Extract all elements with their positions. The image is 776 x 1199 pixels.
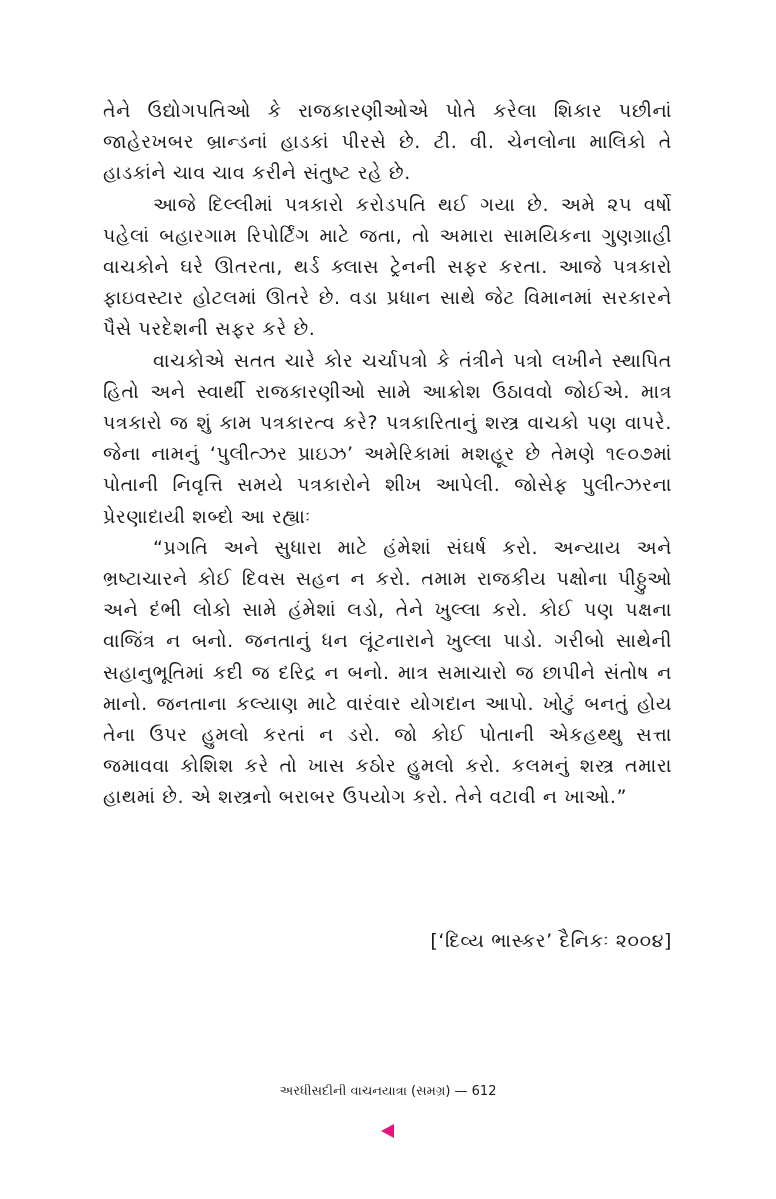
paragraph-readers-role: વાચકોએ સતત ચારે કોર ચર્ચાપત્રો કે તંત્રીને પત્રો લખીને સ્થાપિત હિતો અને સ્વાર્થી રાજકારણીઓ સામે આક્રોશ ઉઠાવવો જોઈએ. માત્ર પત્રકારો જ શું કામ પત્રકારત્વ કરે? પત્રકારિતાનું શસ્ત્ર વાચકો પણ વાપરે. જેના નામનું ‘પુલીત્ઝર પ્રાઇઝ’ અમેરિકામાં મશહૂર છે તેમણે ૧૯૦૭માં પોતાની નિવૃત્તિ સમયે પત્રકારોને શીખ આપેલી. જોસેફ પુલીત્ઝરના પ્રેરણાદાયી શબ્દો આ રહ્યાઃ bbox=[103, 349, 672, 528]
running-footer: અરધીસદીની વાચનયાત્રા (સમગ્ર) — 612 bbox=[279, 1084, 497, 1099]
paragraph-delhi-journalists: આજે દિલ્લીમાં પત્રકારો કરોડપતિ થઈ ગયા છે. અમે ૨૫ વર્ષો પહેલાં બહારગામ રિપોર્ટિંગ માટે જતા, તો અમારા સામયિકના ગુણગ્રાહી વાચકોને ઘરે ઊતરતા, થર્ડ ક્લાસ ટ્રેનની સફર કરતા. આજે પત્રકારો ફાઇવસ્ટાર હોટલમાં ઊતરે છે. વડા પ્રધાન સાથે જેટ વિમાનમાં સરકારને પૈસે પરદેશની સફર કરે છે. bbox=[103, 193, 672, 341]
triangle-left-icon[interactable] bbox=[381, 1124, 394, 1138]
source-citation: [‘દિવ્ય ભાસ્કર’ દૈનિકઃ ૨૦૦૪] bbox=[430, 930, 672, 952]
page-body bbox=[103, 96, 672, 814]
paragraph-pulitzer-quote: “પ્રગતિ અને સુધારા માટે હંમેશાં સંઘર્ષ કરો. અન્યાય અને ભ્રષ્ટાચારને કોઈ દિવસ સહન ન કરો. તમામ રાજકીય પક્ષોના પીઠ્ઠુઓ અને દંભી લોકો સામે હંમેશાં લડો, તેને ખુલ્લા કરો. કોઈ પણ પક્ષના વાજિંત્ર ન બનો. જનતાનું ધન લૂંટનારાને ખુલ્લા પાડો. ગરીબો સાથેની સહાનુભૂતિમાં કદી જ દરિદ્ર ન બનો. માત્ર સમાચારો જ છાપીને સંતોષ ન માનો. જનતાના કલ્યાણ માટે વારંવાર યોગદાન આપો. ખોટું બનતું હોય તેના ઉપર હુમલો કરતાં ન ડરો. જો કોઈ પોતાની એકહથ્થુ સત્તા જમાવવા કોશિશ કરે તો ખાસ કઠોર હુમલો કરો. કલમનું શસ્ત્ર તમારા હાથમાં છે. એ શસ્ત્રનો બરાબર ઉપયોગ કરો. તેને વટાવી ન ખાઓ.” bbox=[103, 536, 672, 809]
paragraph-continued: તેને ઉદ્યોગપતિઓ કે રાજકારણીઓએ પોતે કરેલા શિકાર પછીનાં જાહેરખબર બ્રાન્ડનાં હાડકાં પીરસે છે. ટી. વી. ચેનલોના માલિકો તે હાડકાંને ચાવ ચાવ કરીને સંતુષ્ટ રહે છે. bbox=[103, 100, 672, 185]
